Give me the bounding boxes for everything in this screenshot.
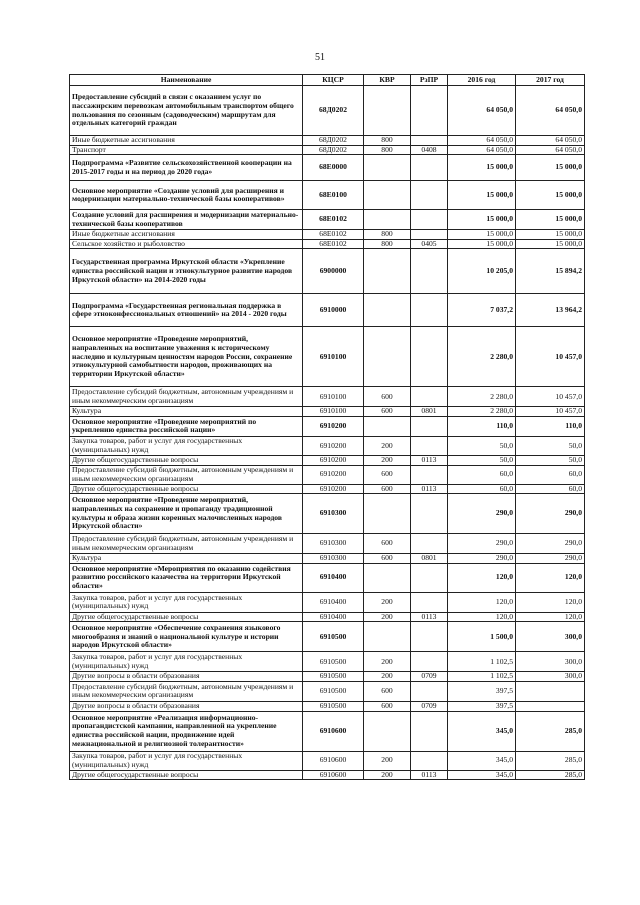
cell-kcsr: 6910200	[303, 436, 364, 455]
header-rzpr: РзПР	[411, 75, 448, 86]
page-number: 51	[315, 52, 325, 63]
cell-kvr: 200	[364, 652, 411, 672]
cell-name: Основное мероприятие «Обеспечение сохранения языкового многообразия и знаний о национальной культуре и истории народов Иркутской области»	[70, 622, 303, 652]
cell-kcsr: 6910600	[303, 711, 364, 751]
table-row	[70, 181, 585, 210]
cell-kcsr: 6910100	[303, 327, 364, 387]
table-row	[70, 387, 585, 407]
cell-kvr	[364, 416, 411, 436]
cell-kcsr: 6910500	[303, 681, 364, 701]
table-row	[70, 455, 585, 465]
cell-2016: 1 500,0	[448, 622, 516, 652]
cell-rzpr: 0113	[411, 612, 448, 622]
cell-kcsr: 6910200	[303, 465, 364, 484]
cell-2016: 345,0	[448, 751, 516, 770]
cell-rzpr	[411, 249, 448, 294]
table-row	[70, 652, 585, 672]
cell-kvr: 600	[364, 407, 411, 417]
table-row	[70, 770, 585, 780]
cell-name: Основное мероприятие «Проведение мероприятий, направленных на воспитание уважения к историческому наследию и культурным ценностям народов России, сохранение этнокультурной самобытности народов, проживающих на территории Иркутской области»	[70, 327, 303, 387]
cell-name: Основное мероприятие «Мероприятия по оказанию содействия развитию российского казачества на территории Иркутской области»	[70, 563, 303, 592]
table-row	[70, 592, 585, 612]
cell-2016: 397,5	[448, 701, 516, 711]
cell-2017: 290,0	[516, 494, 585, 534]
cell-kvr: 200	[364, 751, 411, 770]
cell-rzpr: 0113	[411, 770, 448, 780]
cell-2017: 120,0	[516, 612, 585, 622]
table-body	[70, 86, 585, 780]
cell-2016: 50,0	[448, 436, 516, 455]
cell-2016: 64 050,0	[448, 145, 516, 155]
cell-kvr	[364, 181, 411, 210]
cell-name: Подпрограмма «Развитие сельскохозяйственной кооперации на 2015-2017 годы и на период до 2020 года»	[70, 155, 303, 181]
cell-kvr	[364, 327, 411, 387]
cell-rzpr	[411, 711, 448, 751]
cell-kcsr: 6910400	[303, 563, 364, 592]
cell-2017: 64 050,0	[516, 145, 585, 155]
cell-2017: 285,0	[516, 711, 585, 751]
cell-name: Другие вопросы в области образования	[70, 701, 303, 711]
cell-2017: 110,0	[516, 416, 585, 436]
cell-2017: 50,0	[516, 455, 585, 465]
cell-rzpr	[411, 294, 448, 327]
cell-rzpr: 0709	[411, 672, 448, 682]
cell-name: Основное мероприятие «Проведение мероприятий, направленных на сохранение и пропаганду традиционной культуры и образа жизни коренных малочисленных народов Иркутской области»	[70, 494, 303, 534]
cell-kvr: 600	[364, 534, 411, 554]
cell-2016: 10 205,0	[448, 249, 516, 294]
cell-2016: 2 280,0	[448, 327, 516, 387]
cell-2016: 290,0	[448, 554, 516, 564]
table-row	[70, 86, 585, 136]
table-row	[70, 416, 585, 436]
cell-2017: 120,0	[516, 592, 585, 612]
cell-kvr: 600	[364, 554, 411, 564]
cell-kcsr: 6910300	[303, 534, 364, 554]
table-row	[70, 711, 585, 751]
budget-table	[69, 74, 585, 780]
cell-kvr	[364, 494, 411, 534]
table-row	[70, 155, 585, 181]
cell-kcsr: 6910100	[303, 387, 364, 407]
cell-kvr	[364, 210, 411, 230]
cell-2016: 7 037,2	[448, 294, 516, 327]
cell-rzpr	[411, 494, 448, 534]
cell-kvr: 200	[364, 592, 411, 612]
cell-kvr: 200	[364, 770, 411, 780]
cell-2016: 110,0	[448, 416, 516, 436]
cell-2017: 15 000,0	[516, 239, 585, 249]
cell-rzpr	[411, 387, 448, 407]
cell-rzpr	[411, 751, 448, 770]
table-row	[70, 239, 585, 249]
cell-name: Транспорт	[70, 145, 303, 155]
cell-kcsr: 6910500	[303, 672, 364, 682]
cell-kcsr: 6910500	[303, 652, 364, 672]
cell-2017: 13 964,2	[516, 294, 585, 327]
cell-2016: 15 000,0	[448, 181, 516, 210]
cell-kvr	[364, 249, 411, 294]
table-row	[70, 465, 585, 484]
cell-2017: 64 050,0	[516, 86, 585, 136]
cell-2016: 290,0	[448, 494, 516, 534]
cell-rzpr	[411, 327, 448, 387]
cell-kcsr: 6910300	[303, 494, 364, 534]
table-row	[70, 294, 585, 327]
cell-kcsr: 6910100	[303, 407, 364, 417]
cell-2016: 290,0	[448, 534, 516, 554]
cell-name: Другие общегосударственные вопросы	[70, 612, 303, 622]
cell-kcsr: 6910300	[303, 554, 364, 564]
cell-2016: 15 000,0	[448, 239, 516, 249]
cell-2016: 1 102,5	[448, 672, 516, 682]
table-row	[70, 672, 585, 682]
table-row	[70, 701, 585, 711]
cell-kvr: 200	[364, 436, 411, 455]
cell-2017: 300,0	[516, 622, 585, 652]
cell-name: Другие общегосударственные вопросы	[70, 484, 303, 494]
cell-rzpr: 0113	[411, 455, 448, 465]
cell-rzpr	[411, 155, 448, 181]
table-row	[70, 554, 585, 564]
cell-2017: 10 457,0	[516, 327, 585, 387]
cell-name: Сельское хозяйство и рыболовство	[70, 239, 303, 249]
cell-kcsr: 68Е0102	[303, 210, 364, 230]
table-header-row	[70, 75, 585, 86]
cell-2017: 15 894,2	[516, 249, 585, 294]
cell-2016: 345,0	[448, 770, 516, 780]
cell-2016: 397,5	[448, 681, 516, 701]
cell-kcsr: 6910600	[303, 751, 364, 770]
cell-rzpr	[411, 416, 448, 436]
cell-2016: 50,0	[448, 455, 516, 465]
cell-2017: 290,0	[516, 534, 585, 554]
cell-2017: 15 000,0	[516, 181, 585, 210]
cell-rzpr	[411, 592, 448, 612]
cell-name: Иные бюджетные ассигнования	[70, 136, 303, 146]
cell-2017: 120,0	[516, 563, 585, 592]
table-row	[70, 563, 585, 592]
table-row	[70, 436, 585, 455]
cell-2017: 10 457,0	[516, 387, 585, 407]
cell-rzpr	[411, 230, 448, 240]
cell-name: Закупка товаров, работ и услуг для государственных (муниципальных) нужд	[70, 751, 303, 770]
table-row	[70, 327, 585, 387]
cell-2017: 64 050,0	[516, 136, 585, 146]
cell-rzpr: 0405	[411, 239, 448, 249]
table-row	[70, 249, 585, 294]
cell-2017: 15 000,0	[516, 210, 585, 230]
cell-name: Другие вопросы в области образования	[70, 672, 303, 682]
cell-2017: 60,0	[516, 484, 585, 494]
cell-2017	[516, 681, 585, 701]
cell-2016: 1 102,5	[448, 652, 516, 672]
cell-kvr: 800	[364, 239, 411, 249]
cell-name: Предоставление субсидий бюджетным, автономным учреждениям и иным некоммерческим организациям	[70, 465, 303, 484]
table-row	[70, 145, 585, 155]
cell-kvr: 200	[364, 455, 411, 465]
cell-kvr	[364, 563, 411, 592]
cell-2016: 60,0	[448, 465, 516, 484]
cell-rzpr	[411, 436, 448, 455]
cell-name: Предоставление субсидий бюджетным, автономным учреждениям и иным некоммерческим организациям	[70, 681, 303, 701]
cell-name: Создание условий для расширения и модернизации материально-технической базы кооперативов	[70, 210, 303, 230]
cell-kcsr: 68Е0102	[303, 239, 364, 249]
cell-rzpr	[411, 652, 448, 672]
cell-name: Предоставление субсидий в связи с оказанием услуг по пассажирским перевозкам автомобильным транспортом общего пользования по сезонным (садоводческим) маршрутам для отдельных категорий граждан	[70, 86, 303, 136]
cell-kvr: 600	[364, 465, 411, 484]
cell-rzpr	[411, 681, 448, 701]
cell-2017: 15 000,0	[516, 230, 585, 240]
cell-2016: 15 000,0	[448, 230, 516, 240]
cell-2016: 2 280,0	[448, 387, 516, 407]
cell-kcsr: 68Д0202	[303, 145, 364, 155]
cell-kcsr: 6900000	[303, 249, 364, 294]
cell-rzpr: 0709	[411, 701, 448, 711]
cell-name: Иные бюджетные ассигнования	[70, 230, 303, 240]
cell-kvr: 600	[364, 484, 411, 494]
table-row	[70, 484, 585, 494]
table-row	[70, 681, 585, 701]
cell-kcsr: 68Д0202	[303, 86, 364, 136]
header-2017: 2017 год	[516, 75, 585, 86]
cell-2017: 290,0	[516, 554, 585, 564]
table-row	[70, 136, 585, 146]
header-kcsr: КЦСР	[303, 75, 364, 86]
cell-rzpr: 0801	[411, 407, 448, 417]
table-row	[70, 494, 585, 534]
cell-kvr	[364, 294, 411, 327]
cell-2016: 120,0	[448, 612, 516, 622]
cell-rzpr	[411, 86, 448, 136]
cell-kcsr: 68Д0202	[303, 136, 364, 146]
header-name: Наименование	[70, 75, 303, 86]
header-kvr: КВР	[364, 75, 411, 86]
cell-name: Основное мероприятие «Проведение мероприятий по укреплению единства российской нации»	[70, 416, 303, 436]
cell-kvr	[364, 86, 411, 136]
cell-kcsr: 6910000	[303, 294, 364, 327]
table-row	[70, 534, 585, 554]
cell-2017: 15 000,0	[516, 155, 585, 181]
cell-2016: 2 280,0	[448, 407, 516, 417]
cell-kcsr: 6910200	[303, 416, 364, 436]
cell-kcsr: 6910200	[303, 484, 364, 494]
cell-kcsr: 68Е0000	[303, 155, 364, 181]
cell-kcsr: 6910500	[303, 701, 364, 711]
cell-name: Другие общегосударственные вопросы	[70, 770, 303, 780]
cell-name: Культура	[70, 554, 303, 564]
cell-name: Государственная программа Иркутской области «Укрепление единства российской нации и этнокультурное развитие народов Иркутской области» на 2014-2020 годы	[70, 249, 303, 294]
cell-kvr: 800	[364, 145, 411, 155]
cell-2017: 285,0	[516, 751, 585, 770]
table-row	[70, 407, 585, 417]
cell-name: Закупка товаров, работ и услуг для государственных (муниципальных) нужд	[70, 592, 303, 612]
cell-name: Предоставление субсидий бюджетным, автономным учреждениям и иным некоммерческим организациям	[70, 387, 303, 407]
cell-name: Культура	[70, 407, 303, 417]
cell-kvr	[364, 622, 411, 652]
cell-2017: 10 457,0	[516, 407, 585, 417]
cell-2017: 300,0	[516, 672, 585, 682]
cell-rzpr: 0113	[411, 484, 448, 494]
cell-2016: 345,0	[448, 711, 516, 751]
cell-2016: 60,0	[448, 484, 516, 494]
cell-name: Закупка товаров, работ и услуг для государственных (муниципальных) нужд	[70, 436, 303, 455]
cell-kvr: 800	[364, 230, 411, 240]
cell-kvr: 800	[364, 136, 411, 146]
cell-name: Основное мероприятие «Реализация информационно-пропагандистской кампании, направленной на укрепление единства российской нации, продвижение идей межнациональной и религиозной толерантности»	[70, 711, 303, 751]
cell-kvr: 600	[364, 387, 411, 407]
cell-2016: 120,0	[448, 592, 516, 612]
cell-2016: 15 000,0	[448, 155, 516, 181]
cell-kvr: 600	[364, 681, 411, 701]
cell-kvr: 200	[364, 672, 411, 682]
table-row	[70, 612, 585, 622]
table-row	[70, 230, 585, 240]
cell-2016: 15 000,0	[448, 210, 516, 230]
table-row	[70, 210, 585, 230]
cell-kcsr: 68Е0102	[303, 230, 364, 240]
cell-rzpr	[411, 210, 448, 230]
cell-name: Предоставление субсидий бюджетным, автономным учреждениям и иным некоммерческим организациям	[70, 534, 303, 554]
table-row	[70, 751, 585, 770]
header-2016: 2016 год	[448, 75, 516, 86]
cell-kvr: 600	[364, 701, 411, 711]
cell-2017: 50,0	[516, 436, 585, 455]
cell-kcsr: 6910400	[303, 592, 364, 612]
cell-2017	[516, 701, 585, 711]
cell-kcsr: 68Е0100	[303, 181, 364, 210]
cell-name: Основное мероприятие «Создание условий для расширения и модернизации материально-технической базы кооперативов»	[70, 181, 303, 210]
cell-name: Закупка товаров, работ и услуг для государственных (муниципальных) нужд	[70, 652, 303, 672]
cell-kvr: 200	[364, 612, 411, 622]
cell-kcsr: 6910600	[303, 770, 364, 780]
cell-2017: 285,0	[516, 770, 585, 780]
cell-kvr	[364, 711, 411, 751]
cell-rzpr	[411, 136, 448, 146]
cell-rzpr	[411, 181, 448, 210]
cell-2016: 120,0	[448, 563, 516, 592]
cell-rzpr	[411, 534, 448, 554]
cell-rzpr	[411, 465, 448, 484]
cell-rzpr: 0801	[411, 554, 448, 564]
cell-kcsr: 6910500	[303, 622, 364, 652]
cell-name: Подпрограмма «Государственная региональная поддержка в сфере этноконфессиональных отношений» на 2014 - 2020 годы	[70, 294, 303, 327]
cell-kcsr: 6910400	[303, 612, 364, 622]
cell-rzpr: 0408	[411, 145, 448, 155]
cell-kvr	[364, 155, 411, 181]
cell-name: Другие общегосударственные вопросы	[70, 455, 303, 465]
cell-rzpr	[411, 563, 448, 592]
cell-kcsr: 6910200	[303, 455, 364, 465]
cell-2016: 64 050,0	[448, 86, 516, 136]
cell-2017: 60,0	[516, 465, 585, 484]
cell-2016: 64 050,0	[448, 136, 516, 146]
cell-2017: 300,0	[516, 652, 585, 672]
cell-rzpr	[411, 622, 448, 652]
table-row	[70, 622, 585, 652]
